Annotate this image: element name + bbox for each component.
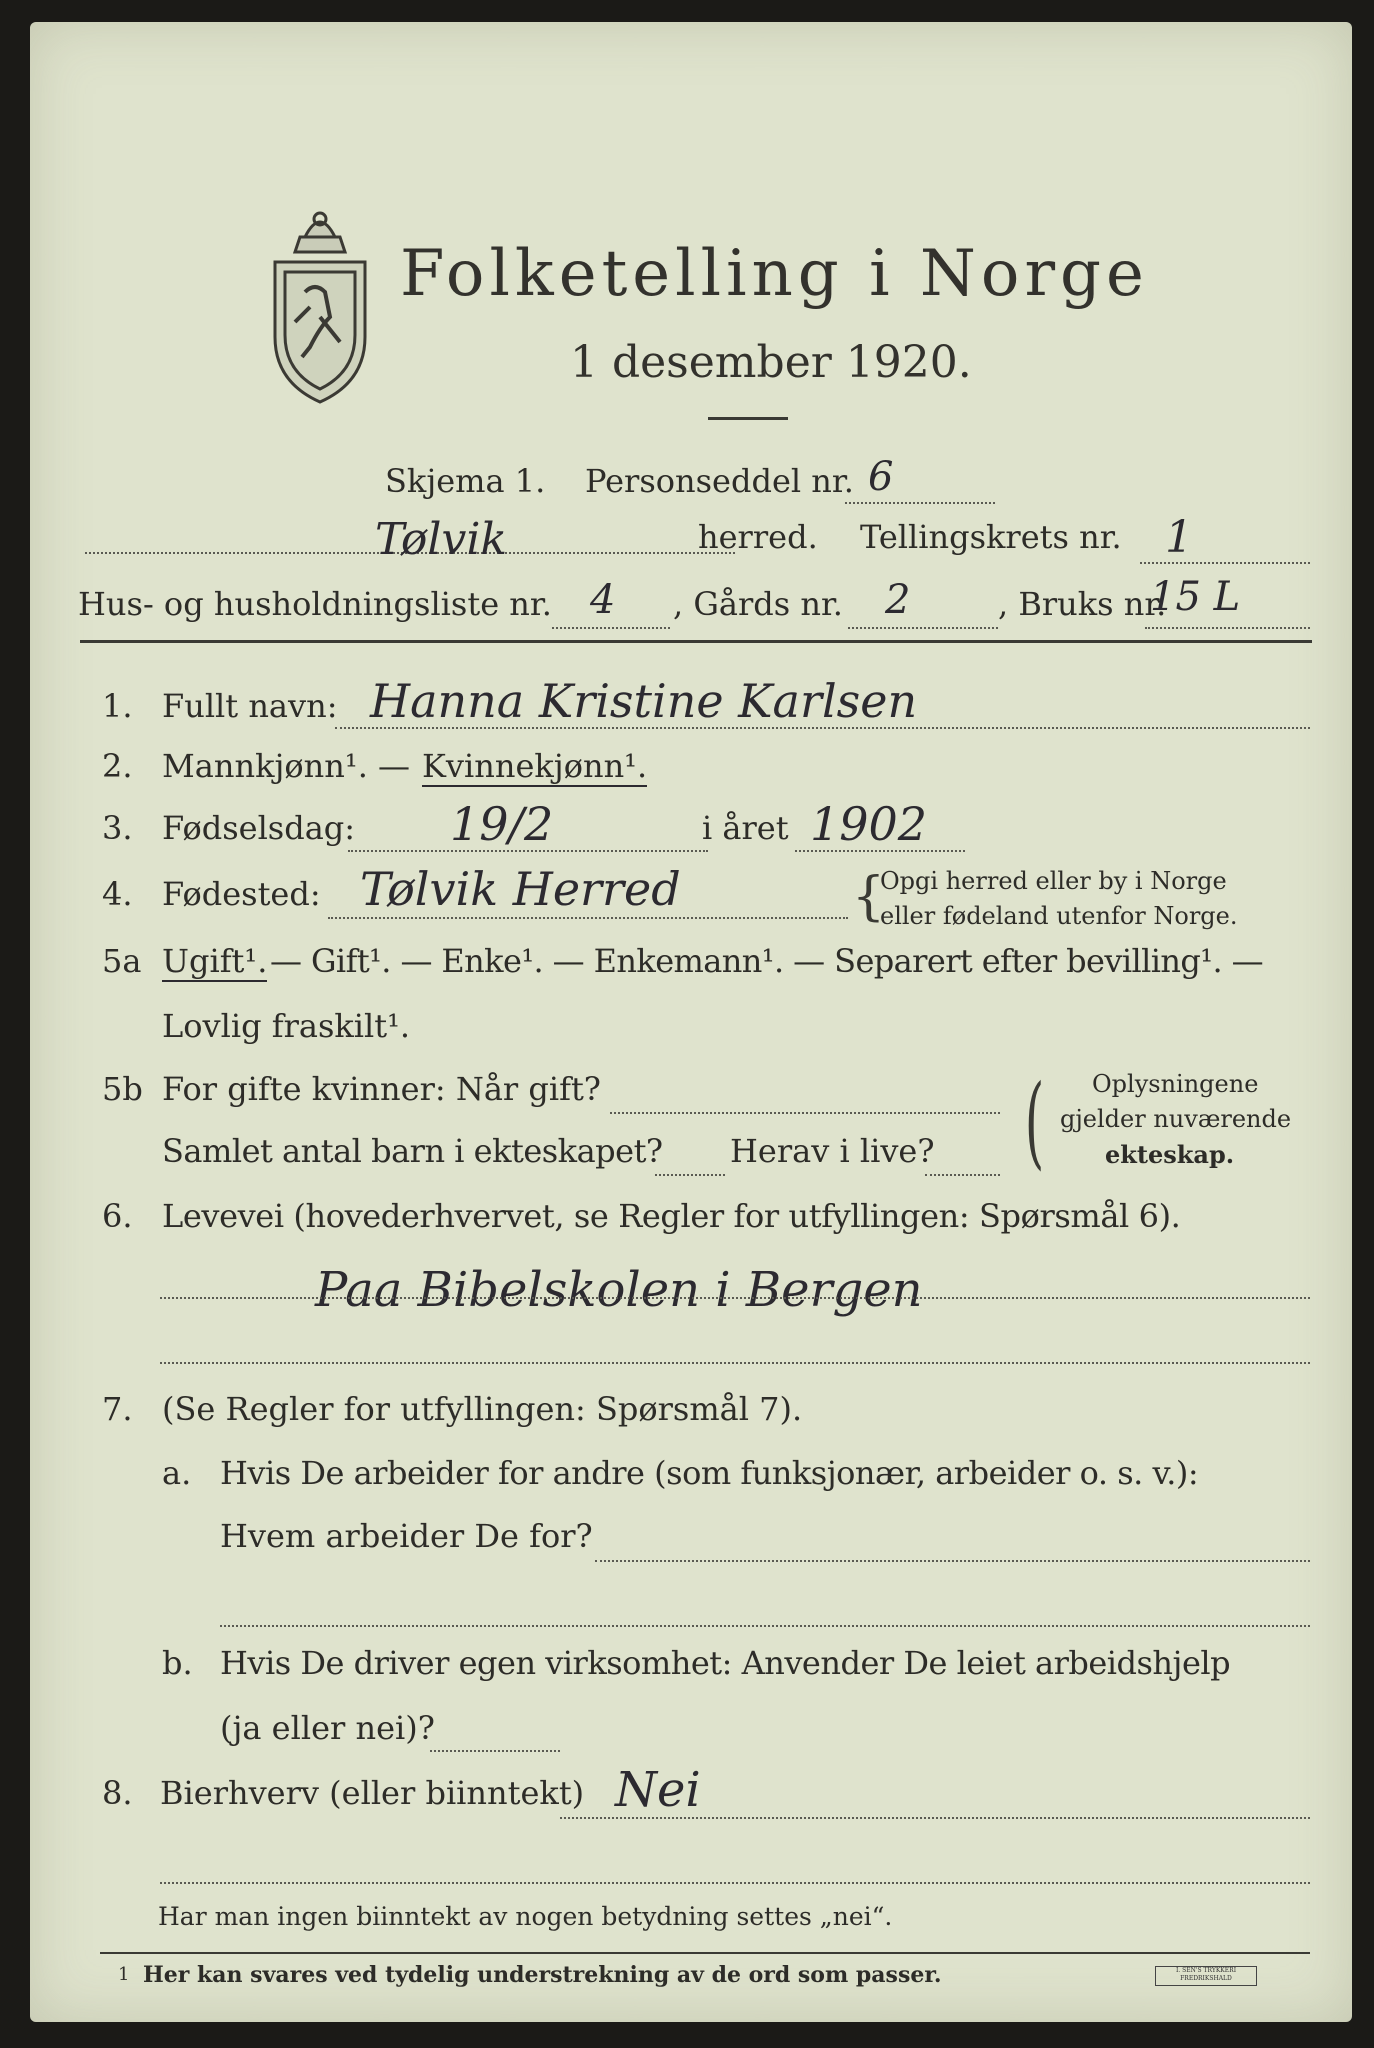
- q8-value: Nei: [615, 1762, 701, 1818]
- q7a-extra-line: [220, 1625, 1310, 1627]
- q1-number: 1.: [102, 687, 133, 725]
- q5b-note-line2: gjelder nuværende: [1060, 1105, 1292, 1133]
- q5b-note-line3: ekteskap.: [1105, 1140, 1235, 1169]
- q3-value: 19/2: [450, 797, 554, 851]
- skjema-label: Skjema 1.: [385, 462, 546, 500]
- q5b-alive-line: [925, 1174, 1000, 1176]
- q5a-fraskilt-option: Lovlig fraskilt¹.: [162, 1007, 411, 1045]
- q7a-label: Hvis De arbeider for andre (som funksjonær, arbeider o. s. v.):: [220, 1454, 1199, 1492]
- gards-line: [848, 627, 998, 629]
- footer-note: Har man ingen biinntekt av nogen betydning settes „nei“.: [158, 1902, 893, 1931]
- q5b-alive-label: Herav i live?: [730, 1132, 935, 1170]
- footnote-text: Her kan svares ved tydelig understrekning av de ord som passer.: [143, 1962, 942, 1988]
- q5b-bracket: (: [1024, 1063, 1045, 1180]
- q4-label: Fødested:: [162, 875, 321, 913]
- tellingskrets-label: Tellingskrets nr.: [860, 518, 1122, 556]
- q5a-other-options: — Gift¹. — Enke¹. — Enkemann¹. — Separert efter bevilling¹. —: [270, 942, 1264, 980]
- q4-note-line1: Opgi herred eller by i Norge: [880, 867, 1227, 895]
- q7a-number: a.: [162, 1454, 192, 1492]
- q7-number: 7.: [102, 1390, 133, 1428]
- q6-line-2: [160, 1362, 1310, 1364]
- q5a-ugift-option: Ugift¹.: [162, 942, 268, 980]
- form-title: Folketelling i Norge: [400, 237, 1149, 311]
- q4-number: 4.: [102, 875, 133, 913]
- q2-male-option: Mannkjønn¹. —: [162, 747, 411, 785]
- header-rule: [80, 640, 1312, 643]
- husliste-value: 4: [590, 577, 616, 623]
- q7-label: (Se Regler for utfyllingen: Spørsmål 7).: [162, 1390, 803, 1428]
- q3-year-value: 1902: [810, 797, 928, 851]
- coat-of-arms-icon: [260, 197, 380, 407]
- q7b-help-line: [430, 1750, 560, 1752]
- q5b-number: 5b: [102, 1070, 143, 1108]
- q3-number: 3.: [102, 809, 133, 847]
- footnote-mark: 1: [118, 1964, 130, 1985]
- q3-year-label: i året: [702, 809, 789, 847]
- q3-label: Fødselsdag:: [162, 809, 356, 847]
- q6-number: 6.: [102, 1197, 133, 1235]
- herred-label: herred.: [698, 518, 818, 556]
- q7a-employer-line: [595, 1560, 1310, 1562]
- q5b-label: For gifte kvinner: Når gift?: [162, 1070, 601, 1108]
- q8-label: Bierhverv (eller biinntekt): [160, 1774, 585, 1812]
- q4-brace: {: [852, 867, 886, 927]
- herred-value: Tølvik: [375, 514, 508, 565]
- q6-line-1: [160, 1297, 1310, 1299]
- tellingskrets-value: 1: [1165, 512, 1193, 563]
- printer-stamp: I. SEN'S TRYKKERI FREDRIKSHALD: [1155, 1966, 1257, 1986]
- q7b-label: Hvis De driver egen virksomhet: Anvender De leiet arbeidshjelp: [220, 1644, 1231, 1682]
- personseddel-line: [845, 502, 995, 504]
- q6-label: Levevei (hovederhvervet, se Regler for utfyllingen: Spørsmål 6).: [162, 1197, 1181, 1235]
- q4-line: [328, 917, 848, 919]
- q7b-help-label: (ja eller nei)?: [220, 1709, 435, 1747]
- q5b-married-line: [610, 1112, 1000, 1114]
- q7a-employer-label: Hvem arbeider De for?: [220, 1517, 593, 1555]
- q2-female-option: Kvinnekjønn¹.: [422, 747, 648, 785]
- q8-extra-line: [160, 1882, 1310, 1884]
- personseddel-value: 6: [868, 454, 894, 500]
- footer-rule: [100, 1952, 1310, 1954]
- personseddel-label: Personseddel nr.: [585, 462, 854, 500]
- census-date: 1 desember 1920.: [570, 337, 972, 388]
- q5b-note-line1: Oplysningene: [1092, 1070, 1259, 1098]
- gards-value: 2: [885, 577, 911, 623]
- gards-label: , Gårds nr.: [673, 585, 843, 623]
- bruks-label: , Bruks nr.: [998, 585, 1167, 623]
- q4-note-line2: eller fødeland utenfor Norge.: [880, 902, 1238, 930]
- bruks-line: [1145, 627, 1310, 629]
- husliste-label: Hus- og husholdningsliste nr.: [78, 585, 552, 623]
- q5b-children-line: [655, 1174, 725, 1176]
- census-form-page: [30, 22, 1352, 2022]
- q8-number: 8.: [102, 1774, 133, 1812]
- title-divider: [708, 417, 788, 420]
- q6-value: Paa Bibelskolen i Bergen: [315, 1262, 923, 1318]
- q7b-number: b.: [162, 1644, 193, 1682]
- q2-number: 2.: [102, 747, 133, 785]
- q1-label: Fullt navn:: [162, 687, 338, 725]
- q5a-number: 5a: [102, 942, 142, 980]
- q4-value: Tølvik Herred: [360, 862, 681, 916]
- q5b-children-label: Samlet antal barn i ekteskapet?: [162, 1132, 663, 1170]
- husliste-line: [552, 627, 670, 629]
- q1-value: Hanna Kristine Karlsen: [370, 674, 918, 728]
- bruks-value: 15 L: [1150, 574, 1241, 620]
